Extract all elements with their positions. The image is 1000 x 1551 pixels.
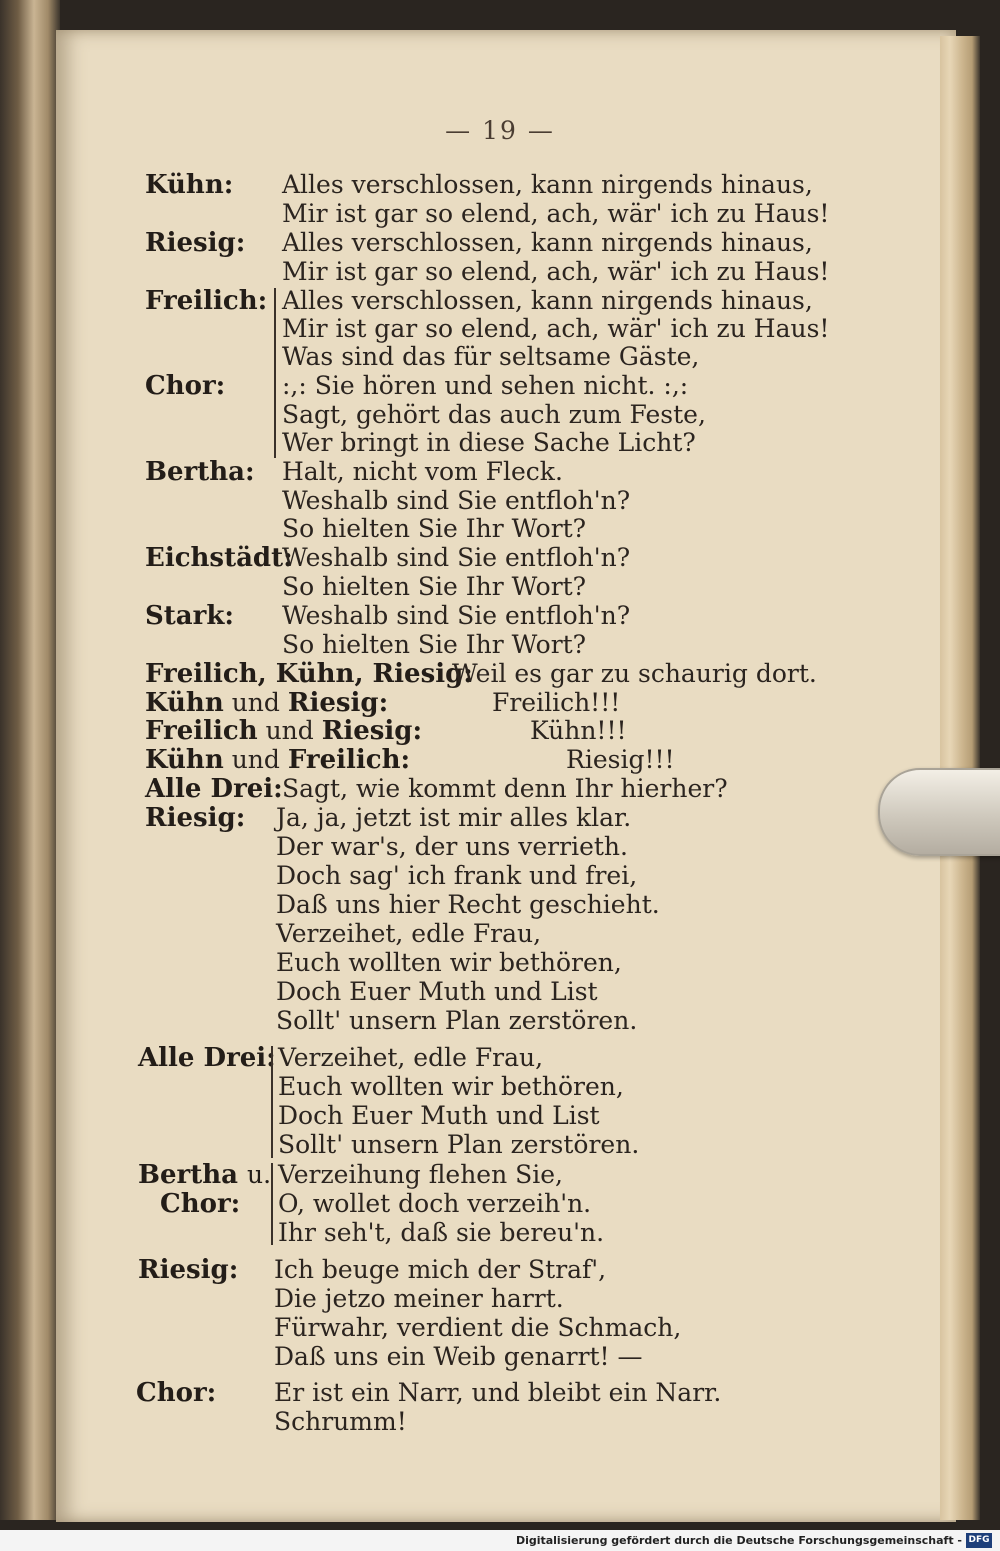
speaker-label: Kühn: (145, 170, 234, 200)
verse-line: Doch sag' ich frank und frei, (276, 861, 638, 890)
verse-line: Doch Euer Muth und List (276, 977, 598, 1006)
verse-line: Kühn!!! (530, 716, 627, 745)
verse-line: Sagt, gehört das auch zum Feste, (282, 400, 706, 429)
verse-line: Euch wollten wir bethören, (278, 1072, 624, 1101)
verse-line: Alles verschlossen, kann nirgends hinaus, (282, 170, 813, 199)
footer-bar (0, 1530, 1000, 1551)
verse-line: Riesig!!! (566, 745, 675, 774)
verse-line: Mir ist gar so elend, ach, wär' ich zu Haus! (282, 314, 830, 343)
speaker-label-compound (145, 745, 410, 775)
verse-line: Verzeihung flehen Sie, (278, 1160, 563, 1189)
verse-line: Was sind das für seltsame Gäste, (282, 342, 700, 371)
speaker-name: Riesig: (287, 688, 389, 718)
speaker-name: Kühn (145, 745, 224, 775)
speaker-label: Chor: (145, 371, 226, 401)
verse-line: Sollt' unsern Plan zerstören. (276, 1006, 638, 1035)
verse-line: :,: Sie hören und sehen nicht. :,: (282, 371, 689, 400)
page-clip (878, 768, 1000, 856)
verse-line: So hielten Sie Ihr Wort? (282, 572, 587, 601)
speaker-name: Kühn (145, 688, 224, 718)
verse-line: Daß uns ein Weib genarrt! — (274, 1342, 643, 1371)
speaker-label (138, 1160, 271, 1190)
speaker-label-compound (145, 716, 422, 746)
speaker-name: Bertha (138, 1160, 238, 1190)
verse-line: Ihr seh't, daß sie bereu'n. (278, 1218, 605, 1247)
speaker-label: Freilich: (145, 286, 268, 316)
speaker-name: Riesig: (321, 716, 423, 746)
verse-line: Weshalb sind Sie entfloh'n? (282, 543, 631, 572)
verse-line: So hielten Sie Ihr Wort? (282, 630, 587, 659)
verse-line: Er ist ein Narr, und bleibt ein Narr. (274, 1378, 722, 1407)
verse-line: Verzeihet, edle Frau, (278, 1043, 544, 1072)
verse-line: Wer bringt in diese Sache Licht? (282, 428, 696, 457)
speaker-conjunction: u. (247, 1160, 272, 1189)
verse-line: Der war's, der uns verrieth. (276, 832, 628, 861)
verse-line: Weshalb sind Sie entfloh'n? (282, 486, 631, 515)
page-number: — 19 — (445, 116, 555, 145)
speaker-conjunction: und (231, 745, 280, 774)
verse-line: Ja, ja, jetzt ist mir alles klar. (276, 803, 632, 832)
verse-line: O, wollet doch verzeih'n. (278, 1189, 592, 1218)
left-page-edge (0, 0, 60, 1520)
verse-line: Die jetzo meiner harrt. (274, 1284, 564, 1313)
speaker-label: Riesig: (145, 228, 246, 258)
verse-line: Mir ist gar so elend, ach, wär' ich zu Haus! (282, 199, 830, 228)
speaker-label: Riesig: (138, 1255, 239, 1285)
chorus-bracket (271, 1046, 273, 1158)
speaker-name: Freilich (145, 716, 258, 746)
speaker-name: Freilich: (287, 745, 411, 775)
verse-line: Fürwahr, verdient die Schmach, (274, 1313, 682, 1342)
verse-line: Euch wollten wir bethören, (276, 948, 622, 977)
speaker-label: Bertha: (145, 457, 255, 487)
verse-line: Alles verschlossen, kann nirgends hinaus, (282, 228, 813, 257)
dfg-logo: DFG (966, 1533, 992, 1548)
speaker-label: Freilich, Kühn, Riesig: (145, 659, 473, 689)
verse-line: Doch Euer Muth und List (278, 1101, 600, 1130)
speaker-label-compound (145, 688, 388, 718)
verse-line: Freilich!!! (492, 688, 621, 717)
speaker-label: Riesig: (145, 803, 246, 833)
speaker-conjunction: und (265, 716, 314, 745)
verse-line: Weil es gar zu schaurig dort. (452, 659, 817, 688)
chorus-bracket (271, 1163, 273, 1245)
verse-line: Halt, nicht vom Fleck. (282, 457, 563, 486)
verse-line: Mir ist gar so elend, ach, wär' ich zu Haus! (282, 257, 830, 286)
speaker-label: Eichstädt: (145, 543, 293, 573)
speaker-label: Alle Drei: (138, 1043, 276, 1073)
speaker-label: Alle Drei: (145, 774, 283, 804)
verse-line: Ich beuge mich der Straf', (274, 1255, 607, 1284)
verse-line: Weshalb sind Sie entfloh'n? (282, 601, 631, 630)
verse-line: Daß uns hier Recht geschieht. (276, 890, 660, 919)
speaker-conjunction: und (231, 688, 280, 717)
speaker-label: Chor: (136, 1378, 217, 1408)
chorus-bracket (274, 288, 276, 458)
funding-credit: Digitalisierung gefördert durch die Deutsche Forschungsgemeinschaft - (515, 1534, 962, 1547)
verse-line: Verzeihet, edle Frau, (276, 919, 542, 948)
verse-line: Sagt, wie kommt denn Ihr hierher? (282, 774, 728, 803)
verse-line: Alles verschlossen, kann nirgends hinaus, (282, 286, 813, 315)
speaker-label: Stark: (145, 601, 234, 631)
verse-line: Schrumm! (274, 1407, 407, 1436)
verse-line: Sollt' unsern Plan zerstören. (278, 1130, 640, 1159)
verse-line: So hielten Sie Ihr Wort? (282, 514, 587, 543)
speaker-name: Chor: (160, 1189, 241, 1219)
